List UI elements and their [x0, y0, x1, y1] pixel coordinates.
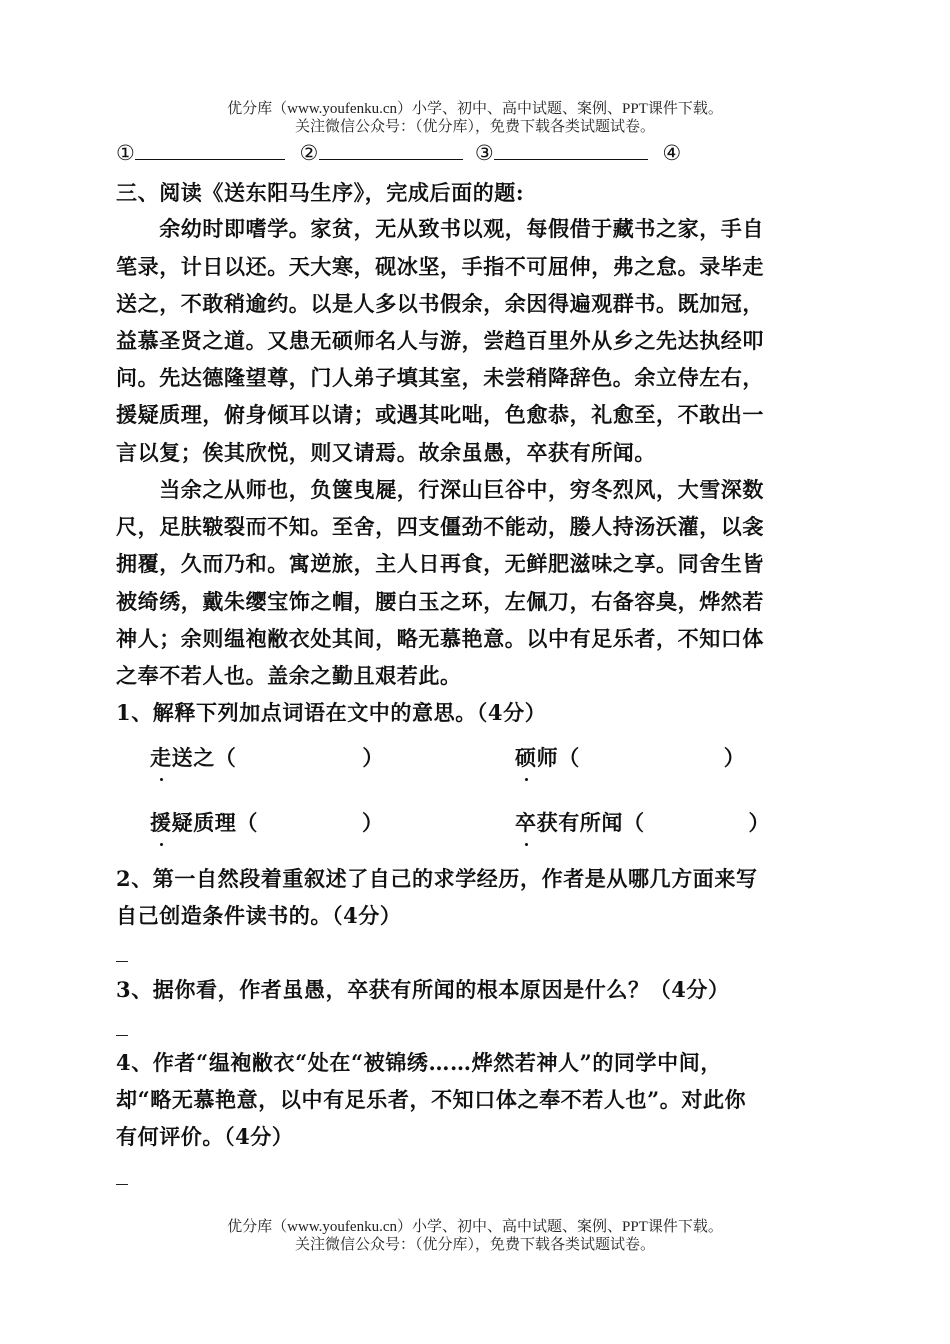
q1-item-label: 疑质理（	[171, 810, 259, 835]
question-2-line-1: 2、第一自然段着重叙述了自己的求学经历，作者是从哪几方面来写	[116, 866, 758, 891]
q1-item-label: 师（	[536, 745, 580, 770]
passage-line: 被绮绣，戴朱缨宝饰之帽，腰白玉之环，左佩刀，右备容臭，烨然若	[116, 589, 764, 614]
dotted-char: 援	[150, 810, 172, 835]
footer-site-line: 优分库（www.youfenku.cn）小学、初中、高中试题、案例、PPT课件下载。	[227, 1219, 723, 1235]
blank-marker-1: ①	[116, 141, 136, 165]
answer-blank-1[interactable]	[135, 141, 285, 160]
page-header-top	[0, 100, 950, 136]
question-4-line-3: 有何评价。（4分）	[116, 1124, 294, 1149]
footer-wechat-line: 关注微信公众号：（优分库），免费下载各类试题试卷。	[294, 1237, 655, 1253]
page-footer	[0, 1218, 950, 1254]
passage-line: 余幼时即嗜学。家贫，无从致书以观，每假借于藏书之家，手自	[116, 216, 764, 241]
q1-answer-blank-3[interactable]	[266, 812, 362, 830]
answer-blank-3[interactable]	[494, 141, 648, 160]
section-title: 三、阅读《送东阳马生序》，完成后面的题:	[116, 180, 525, 205]
blank-marker-4: ④	[662, 141, 682, 165]
blank-marker-2: ②	[299, 141, 319, 165]
passage-line: 拥覆，久而乃和。寓逆旅，主人日再食，无鲜肥滋味之享。同舍生皆	[116, 551, 764, 576]
blank-marker-3: ③	[474, 141, 495, 165]
dotted-char: 卒	[515, 810, 537, 835]
q1-item-zousong	[150, 745, 384, 771]
passage-line: 送之，不敢稍逾约。以是人多以书假余，余因得遍观群书。既加冠，	[116, 291, 764, 316]
question-4-line-2: 却“略无慕艳意，以中有足乐者，不知口体之奉不若人也”。对此你	[116, 1087, 747, 1112]
q1-close-paren: ）	[362, 745, 384, 770]
q1-answer-blank-1[interactable]	[244, 747, 362, 765]
q1-item-label: 获有所闻（	[536, 810, 645, 835]
passage-line: 益慕圣贤之道。又患无硕师名人与游，尝趋百里外从乡之先达执经叩	[116, 328, 764, 353]
passage-line: 神人；余则缊袍敝衣处其间，略无慕艳意。以中有足乐者，不知口体	[116, 626, 764, 651]
q1-item-shuoshi	[515, 745, 745, 771]
q1-answer-blank-2[interactable]	[588, 747, 724, 765]
dotted-char: 硕	[515, 745, 537, 770]
passage-line: 援疑质理，俯身倾耳以请；或遇其叱咄，色愈恭，礼愈至，不敢出一	[116, 402, 764, 427]
dotted-char: 走	[150, 745, 172, 770]
passage-line: 笔录，计日以还。天大寒，砚冰坚，手指不可屈伸，弗之怠。录毕走	[116, 254, 764, 279]
header-wechat-line: 关注微信公众号：（优分库），免费下载各类试题试卷。	[294, 119, 655, 135]
answer-blanks-row	[116, 140, 838, 166]
q1-item-yuanyi	[150, 810, 384, 836]
passage-line: 当余之从师也，负箧曳屣，行深山巨谷中，穷冬烈风，大雪深数	[116, 477, 764, 502]
answer-line-q2[interactable]	[116, 960, 128, 962]
header-site-line: 优分库（www.youfenku.cn）小学、初中、高中试题、案例、PPT课件下载。	[227, 101, 723, 117]
passage-line: 言以复；俟其欣悦，则又请焉。故余虽愚，卒获有所闻。	[116, 440, 656, 465]
question-1-text: 1、解释下列加点词语在文中的意思。（4分）	[116, 700, 547, 725]
question-3-text: 3、据你看，作者虽愚，卒获有所闻的根本原因是什么？（4分）	[116, 977, 730, 1002]
passage-line: 之奉不若人也。盖余之勤且艰若此。	[116, 663, 462, 688]
question-2-line-2: 自己创造条件读书的。（4分）	[116, 903, 402, 928]
passage-line: 尺，足肤皲裂而不知。至舍，四支僵劲不能动，媵人持汤沃灌，以衾	[116, 514, 764, 539]
answer-line-q4[interactable]	[116, 1183, 128, 1185]
question-4-line-1: 4、作者“缊袍敝衣“处在“被锦绣……烨然若神人”的同学中间，	[116, 1050, 722, 1075]
q1-close-paren: ）	[748, 810, 771, 835]
q1-answer-blank-4[interactable]	[653, 812, 749, 830]
q1-item-label: 送之（	[171, 745, 237, 770]
answer-blank-2[interactable]	[319, 141, 463, 160]
q1-item-zuhuo	[515, 810, 770, 836]
passage-line: 问。先达德隆望尊，门人弟子填其室，未尝稍降辞色。余立侍左右，	[116, 365, 764, 390]
q1-close-paren: ）	[361, 810, 384, 835]
answer-line-q3[interactable]	[116, 1034, 128, 1036]
q1-close-paren: ）	[723, 745, 746, 770]
